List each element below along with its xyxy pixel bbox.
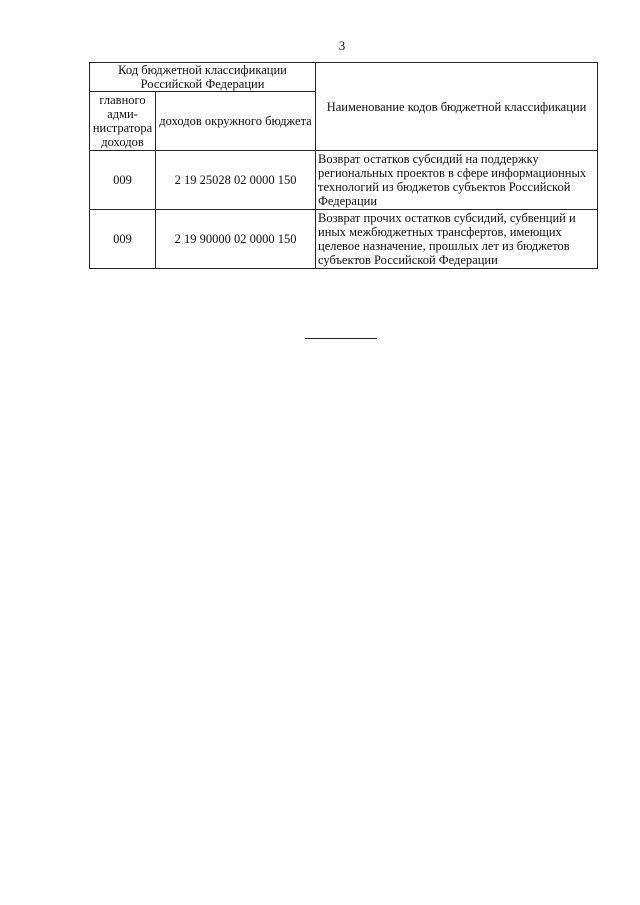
header-code-names: Наименование кодов бюджетной классификации bbox=[316, 63, 598, 151]
cell-income-code: 2 19 25028 02 0000 150 bbox=[156, 151, 316, 210]
table-row bbox=[90, 210, 598, 269]
cell-code-name: Возврат прочих остатков субсидий, субвенций и иных межбюджетных трансфертов, имеющих целевое назначение, прошлых лет из бюджетов субъектов Российской Федерации bbox=[316, 210, 598, 269]
header-district-budget-income: доходов окружного бюджета bbox=[156, 92, 316, 151]
header-main-administrator: главного адми-нистратора доходов bbox=[90, 92, 156, 151]
cell-admin-code: 009 bbox=[90, 210, 156, 269]
end-separator-line bbox=[305, 338, 377, 339]
header-budget-classification-code: Код бюджетной классификации Российской Федерации bbox=[90, 63, 316, 92]
cell-income-code: 2 19 90000 02 0000 150 bbox=[156, 210, 316, 269]
cell-admin-code: 009 bbox=[90, 151, 156, 210]
cell-code-name: Возврат остатков субсидий на поддержку региональных проектов в сфере информационных технологий из бюджетов субъектов Российской Федерации bbox=[316, 151, 598, 210]
budget-classification-table bbox=[89, 62, 598, 269]
table-row bbox=[90, 151, 598, 210]
page-number: 3 bbox=[338, 38, 346, 53]
table-header-row bbox=[90, 63, 598, 92]
